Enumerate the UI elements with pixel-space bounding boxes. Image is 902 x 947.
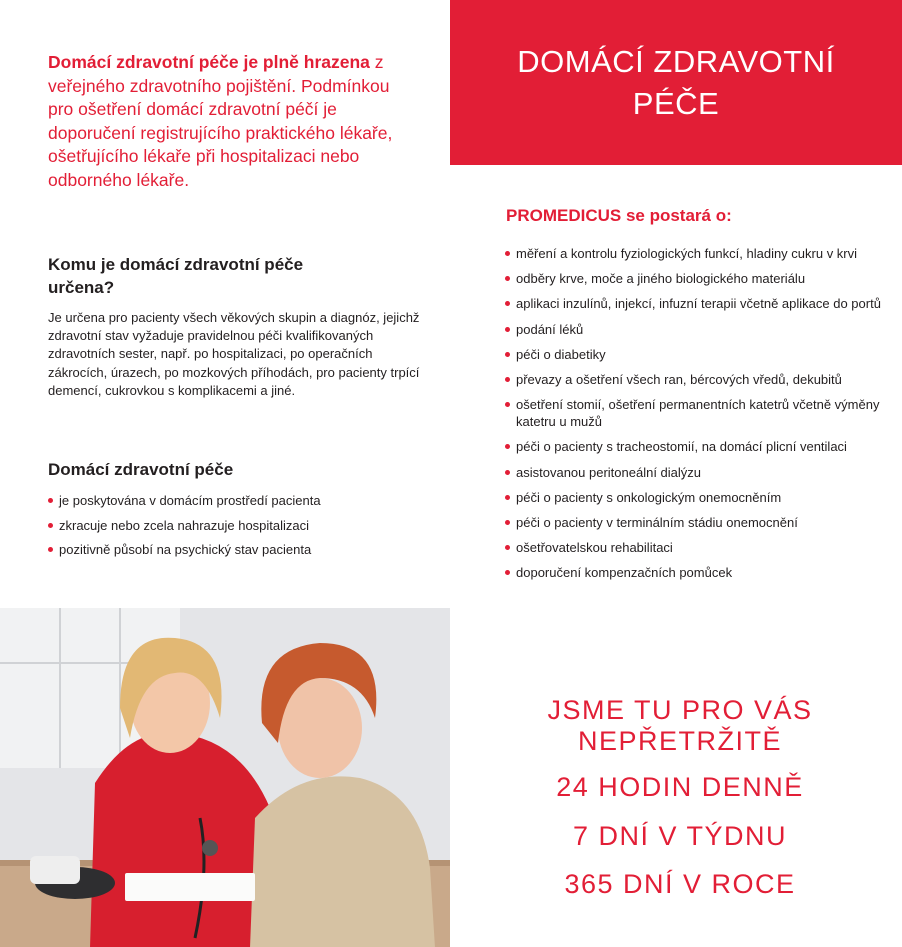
list-item: převazy a ošetření všech ran, bércových vředů, dekubitů	[505, 371, 885, 388]
list-item: podání léků	[505, 321, 885, 338]
intro-paragraph	[48, 51, 418, 192]
intro-text: z veřejného zdravotního pojištění. Podmínkou pro ošetření domácí zdravotní péčí je doporučení registrujícího praktického lékaře, ošetřujícího lékaře při hospitalizaci nebo odborného lékaře.	[48, 52, 393, 190]
slogan-line-4: 365 DNÍ V ROCE	[564, 869, 796, 899]
nurse-patient-photo	[0, 608, 450, 947]
dzp-list	[48, 492, 428, 566]
list-item: ošetřovatelskou rehabilitaci	[505, 539, 885, 556]
list-item: je poskytována v domácím prostředí pacienta	[48, 492, 428, 509]
list-item: asistovanou peritoneální dialýzu	[505, 464, 885, 481]
list-item: odběry krve, moče a jiného biologického materiálu	[505, 270, 885, 287]
promedicus-heading: PROMEDICUS se postará o:	[506, 206, 732, 225]
komu-body: Je určena pro pacienty všech věkových skupin a diagnóz, jejichž zdravotní stav vyžaduje pravidelnou péči kvalifikovaných zdravotních sester, např. po hospitalizaci, po operačních zákrocích, úrazech, po mozkových příhodách, pro pacienty trpící demencí, cukrovkou s komplikacemi a jiné.	[48, 310, 420, 398]
banner-title: DOMÁCÍ ZDRAVOTNÍ PÉČE	[517, 43, 835, 121]
slogan-line-3: 7 DNÍ V TÝDNU	[572, 821, 788, 851]
list-item: pozitivně působí na psychický stav pacienta	[48, 541, 428, 558]
header-banner	[450, 0, 902, 165]
dzp-heading: Domácí zdravotní péče	[48, 460, 234, 479]
photo-illustration	[0, 608, 450, 947]
list-item: doporučení kompenzačních pomůcek	[505, 564, 885, 581]
list-item: péči o pacienty s tracheostomií, na domácí plicní ventilaci	[505, 438, 885, 455]
list-item: zkracuje nebo zcela nahrazuje hospitalizaci	[48, 517, 428, 534]
list-item: péči o pacienty v terminálním stádiu onemocnění	[505, 514, 885, 531]
komu-heading: Komu je domácí zdravotní péče určena?	[48, 255, 304, 297]
slogan-line-2: 24 HODIN DENNĚ	[556, 772, 804, 802]
intro-bold: Domácí zdravotní péče je plně hrazena	[48, 52, 370, 72]
services-list	[505, 245, 885, 589]
list-item: péči o diabetiky	[505, 346, 885, 363]
list-item: ošetření stomií, ošetření permanentních katetrů včetně výměny katetru u mužů	[505, 396, 885, 430]
list-item: aplikaci inzulínů, injekcí, infuzní terapii včetně aplikace do portů	[505, 295, 885, 312]
list-item: péči o pacienty s onkologickým onemocněním	[505, 489, 885, 506]
slogan-line-1: JSME TU PRO VÁS NEPŘETRŽITĚ	[547, 695, 813, 756]
list-item: měření a kontrolu fyziologických funkcí, hladiny cukru v krvi	[505, 245, 885, 262]
